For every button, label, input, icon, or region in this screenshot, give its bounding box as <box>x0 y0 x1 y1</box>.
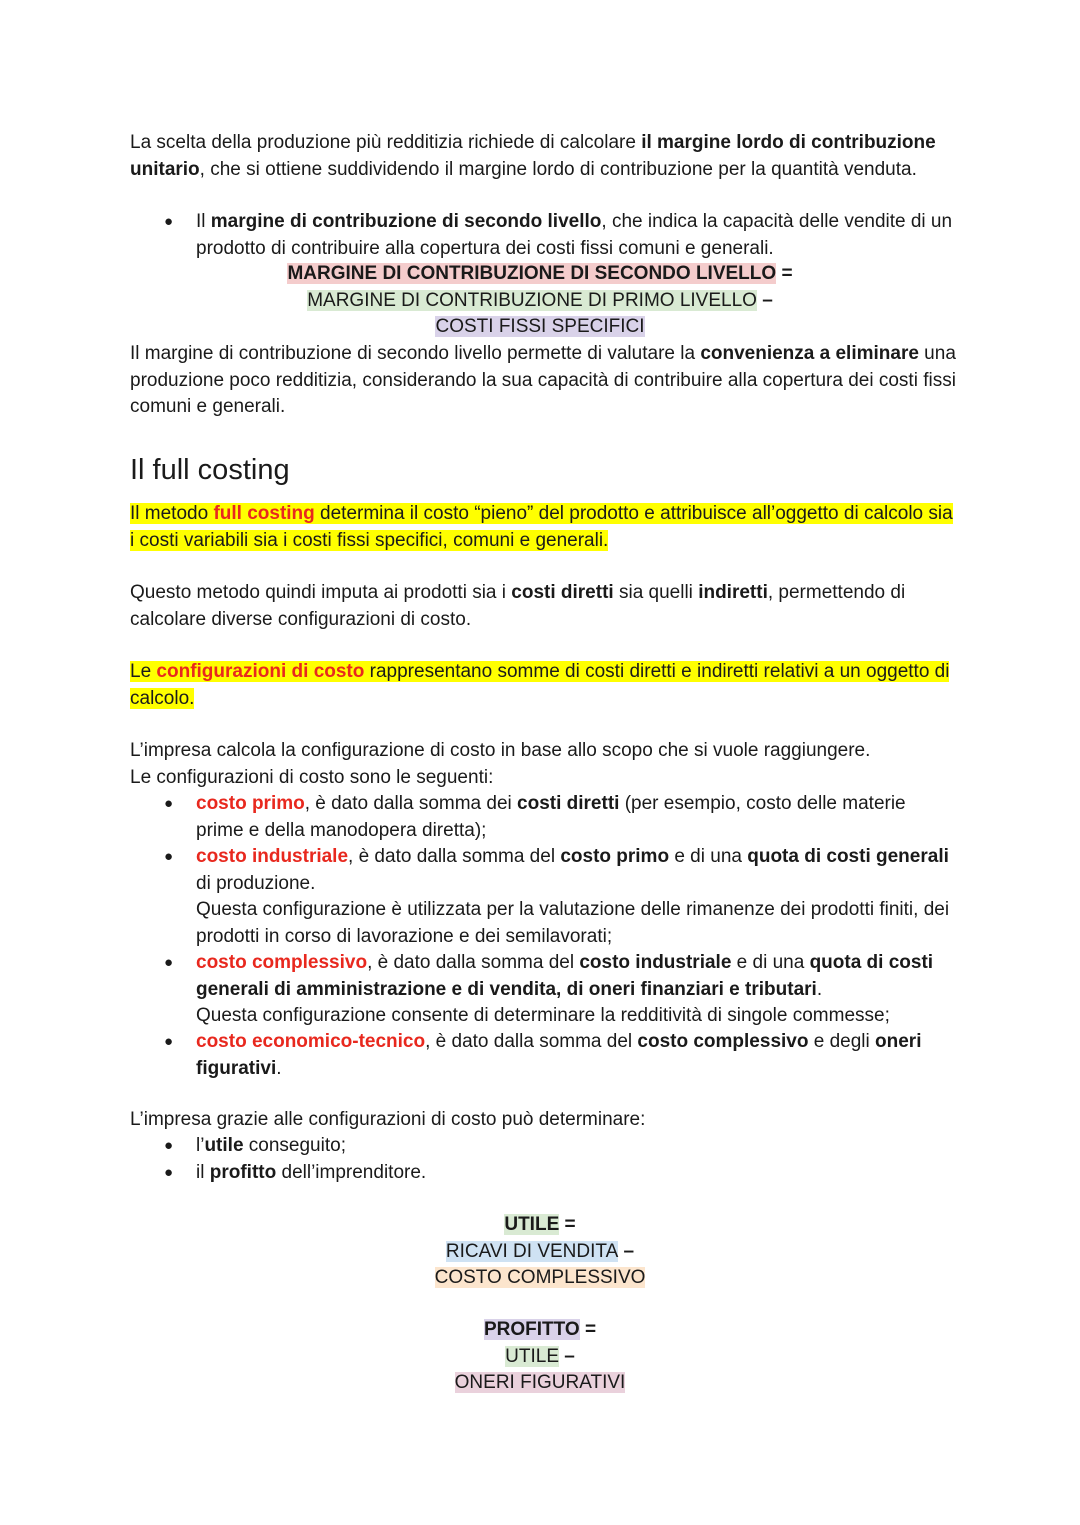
formula-line: ONERI FIGURATIVI <box>454 1372 626 1393</box>
config-item-costo-complessivo: costo complessivo, è dato dalla somma del costo industriale e di una quota di costi generali di amministrazione e di vendita, di oneri finanziari e tributari. Questa configurazione consente di determinare la redditività di singole commesse; <box>196 952 934 1026</box>
bullet-icon: ● <box>164 1033 174 1050</box>
formula-line: MARGINE DI CONTRIBUZIONE DI SECONDO LIVELLO = <box>287 263 793 284</box>
section-heading: Il full costing <box>130 454 290 486</box>
config-item-costo-primo: costo primo, è dato dalla somma dei costi diretti (per esempio, costo delle materie prime e della manodopera diretta); <box>196 793 906 841</box>
formula-line: COSTO COMPLESSIVO <box>434 1267 646 1288</box>
config-item-costo-industriale: costo industriale, è dato dalla somma del costo primo e di una quota di costi generali di produzione. Questa configurazione è utilizzata per la valutazione delle rimanenze dei prodotti finiti, dei prodotti in corso di lavorazione e dei semilavorati; <box>196 846 950 947</box>
formula-line: UTILE = <box>504 1214 576 1235</box>
formula-profitto <box>0 1317 1080 1397</box>
bullet-icon: ● <box>164 1137 174 1154</box>
bullet-icon: ● <box>164 954 174 971</box>
configurations-definition: Le configurazioni di costo rappresentano somme di costi diretti e indiretti relativi a un oggetto di calcolo. <box>130 661 950 709</box>
bullet-icon: ● <box>164 848 174 865</box>
calc-paragraph: L’impresa calcola la configurazione di costo in base allo scopo che si vuole raggiungere. Le configurazioni di costo sono le seguenti: <box>130 740 871 788</box>
formula-line: PROFITTO = <box>483 1319 597 1340</box>
bullet-icon: ● <box>164 795 174 812</box>
formula-line: COSTI FISSI SPECIFICI <box>435 316 645 337</box>
intro-paragraph: La scelta della produzione più redditizia richiede di calcolare il margine lordo di contribuzione unitario, che si ottiene suddividendo il margine lordo di contribuzione per la quantità venduta. <box>130 132 936 180</box>
bullet-icon: ● <box>164 213 174 230</box>
second-level-paragraph: Il margine di contribuzione di secondo livello permette di valutare la convenienza a eliminare una produzione poco redditizia, considerando la sua capacità di contribuire alla copertura dei costi fissi comuni e generali. <box>130 343 956 417</box>
full-costing-definition: Il metodo full costing determina il costo “pieno” del prodotto e attribuisce all’oggetto di calcolo sia i costi variabili sia i costi fissi specifici, comuni e generali. <box>130 503 953 551</box>
formula-utile <box>0 1212 1080 1292</box>
formula-line: MARGINE DI CONTRIBUZIONE DI PRIMO LIVELLO – <box>307 289 773 311</box>
method-paragraph: Questo metodo quindi imputa ai prodotti sia i costi diretti sia quelli indiretti, permettendo di calcolare diverse configurazioni di costo. <box>130 582 906 630</box>
formula-line: RICAVI DI VENDITA – <box>445 1240 635 1262</box>
formula-line: UTILE – <box>505 1345 575 1367</box>
determine-item-utile: l’utile conseguito; <box>196 1135 346 1156</box>
formula-second-level <box>0 261 1080 341</box>
determine-item-profitto: il profitto dell’imprenditore. <box>196 1162 427 1183</box>
determine-paragraph: L’impresa grazie alle configurazioni di costo può determinare: <box>130 1109 646 1130</box>
config-item-costo-economico-tecnico: costo economico-tecnico, è dato dalla somma del costo complessivo e degli oneri figurativi. <box>196 1031 922 1079</box>
bullet-icon: ● <box>164 1164 174 1181</box>
second-level-bullet: Il margine di contribuzione di secondo livello, che indica la capacità delle vendite di un prodotto di contribuire alla copertura dei costi fissi comuni e generali. <box>196 211 953 259</box>
